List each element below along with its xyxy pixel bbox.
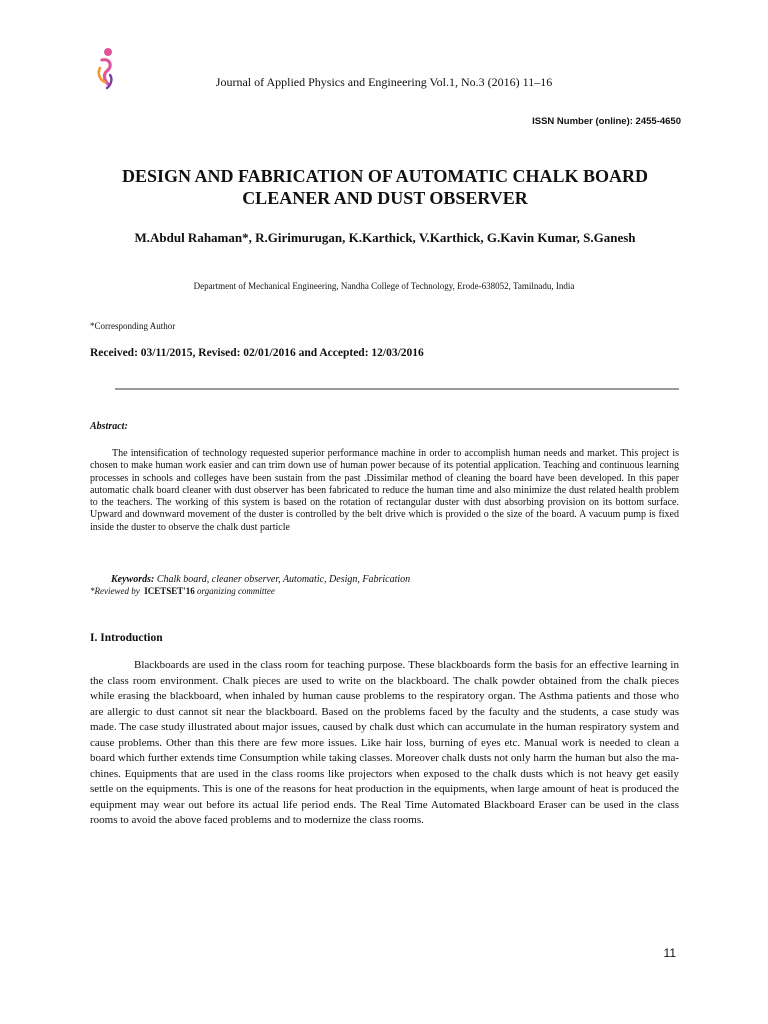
issn-number: ISSN Number (online): 2455-4650 bbox=[532, 116, 681, 127]
submission-dates: Received: 03/11/2015, Revised: 02/01/2016 and Accepted: 12/03/2016 bbox=[90, 347, 424, 359]
review-note bbox=[90, 586, 275, 596]
abstract-text: The intensification of technology requested superior performance machine in order to accomplish human needs and market. This project is chosen to make human work easier and can trim down use of human power because of its potential application. Teaching and continuous learning processes in schools and colleges have been sustain from the past .Dissimilar method of cleaning the board have been developed. In this paper automatic chalk board cleaner with dust observer has been fabricated to reduce the human time and also minimize the dust related health problem to the teachers. The working of this system is based on the rotation of rectangular duster with dust absorbing provision on its bottom surface. Upward and downward movement of the duster is controlled by the belt drive which is provided o the size of the board. A vacuum pump is fixed inside the duster to observe the chalk dust particle bbox=[90, 448, 679, 533]
affiliation: Department of Mechanical Engineering, Nandha College of Technology, Erode-638052, Tamilnadu, India bbox=[193, 281, 575, 291]
keywords-text: Chalk board, cleaner observer, Automatic, Design, Fabrication bbox=[156, 574, 411, 585]
review-suffix: organizing committee bbox=[197, 586, 275, 596]
section-divider bbox=[115, 388, 679, 390]
keywords-label: Keywords: bbox=[111, 574, 155, 585]
author-list: M.Abdul Rahaman*, R.Girimurugan, K.Karthick, V.Karthick, G.Kavin Kumar, S.Ganesh bbox=[134, 230, 636, 245]
page-number: 11 bbox=[663, 946, 676, 960]
abstract-label: Abstract: bbox=[90, 421, 128, 432]
corresponding-author-note: *Corresponding Author bbox=[90, 321, 176, 331]
paper-title: DESIGN AND FABRICATION OF AUTOMATIC CHALK BOARD CLEANER AND DUST OBSERVER bbox=[121, 166, 649, 208]
review-event: ICETSET'16 bbox=[144, 586, 195, 596]
introduction-heading: I. Introduction bbox=[90, 632, 163, 644]
introduction-text: Blackboards are used in the class room for teaching purpose. These blackboards form the basis for an effective learning in the class room environment. Chalk pieces are used to write on the blackboard. The chalk powder obtained from the chalk pieces while erasing the blackboard, when inhaled by human cause problems to the respiratory organ. The Asthma patients and those who are allergic to dust cannot sit near the blackboard. Based on the problems faced by the faculty and the students, a case study was made. The case study illustrated about major issues, caused by chalk dust which can accumulate in the human respiratory system and cause problems. Other than this there are few more issues. Like hair loss, burning of eyes etc. Manual work is needed to clean a board which further extends time Consumption while taking classes. Moreover chalk dusts not only harm the human but also the machines. Equipments that are used in the class rooms like projectors when exposed to the chalk dusts which is not heavy get easily settle on the equipments. This is one of the reasons for heat production in the equipments, when large amount of heat is produced the equipment may wear out before its actual life period ends. The Real Time Automated Blackboard Eraser can be used in the class rooms to avoid the above faced problems and to modernize the class rooms. bbox=[90, 659, 679, 826]
introduction-body bbox=[90, 658, 679, 829]
review-prefix: *Reviewed by bbox=[90, 586, 140, 596]
abstract-body bbox=[90, 448, 679, 534]
journal-header: Journal of Applied Physics and Engineering Vol.1, No.3 (2016) 11–16 bbox=[215, 75, 553, 89]
keywords-line bbox=[111, 574, 410, 585]
